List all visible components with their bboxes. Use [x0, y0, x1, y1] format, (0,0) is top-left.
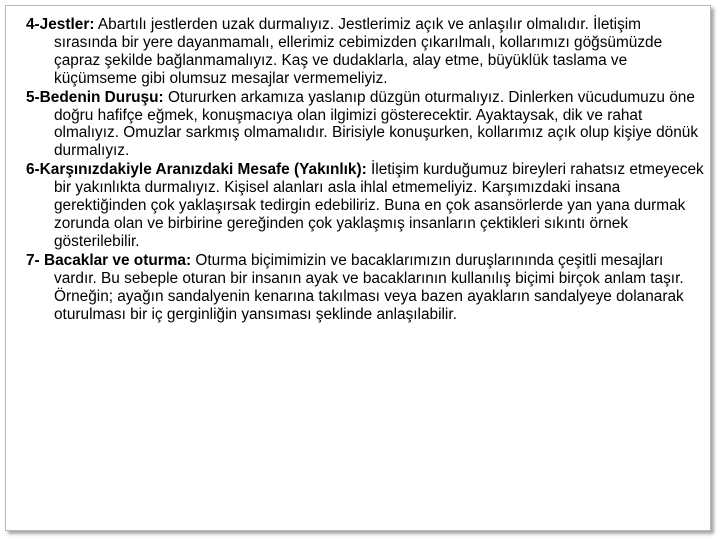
heading-bedenin-durusu: 5-Bedenin Duruşu:	[26, 88, 164, 106]
text-mesafe: İletişim kurduğumuz bireyleri rahatsız etmeyecek bir yakınlıkta durmalıyız. Kişisel alanları asla ihlal etmemeliyiz. Karşımızdaki insana gerektiğinden çok yaklaşırsak tedirgin edebiliriz. Buna en çok asansörlerde yan yana durmak zorunda olan ve birbirine gereğinden çok yaklaşmış insanların çektikleri sıkıntı örnek gösterilebilir.	[54, 161, 704, 250]
text-jestler: Abartılı jestlerden uzak durmalıyız. Jestlerimiz açık ve anlaşılır olmalıdır. İletişim sırasında bir yere dayanmamalı, ellerimiz cebimizden çıkarılmalı, kollarımızı göğsümüzde çapraz şekilde bağlanmamalıyız. Kaş ve dudaklarla, alay etme, büyüklük taslama ve küçümseme gibi olumsuz mesajlar vermemeliyiz.	[54, 16, 663, 87]
text-bacaklar: Oturma biçimimizin ve bacaklarımızın duruşlarınında çeşitli mesajları vardır. Bu sebeple oturan bir insanın ayak ve bacaklarının kullanılış biçimi birçok anlam taşır. Örneğin; ayağın sandalyenin kenarına takılması veya bazen ayakların sandalyeye dolanarak oturulması bir iç gerginliğin yansıması şeklinde anlaşılabilir.	[54, 251, 684, 323]
heading-jestler: 4-Jestler:	[26, 16, 95, 33]
slide-content	[26, 16, 708, 324]
heading-bacaklar: 7- Bacaklar ve oturma:	[26, 251, 192, 269]
paragraph-bacaklar	[26, 252, 708, 324]
paragraph-bedenin-durusu	[26, 89, 708, 161]
paragraph-mesafe	[26, 161, 708, 251]
heading-mesafe: 6-Karşınızdakiyle Aranızdaki Mesafe (Yakınlık):	[26, 161, 367, 179]
text-bedenin-durusu: Otururken arkamıza yaslanıp düzgün oturmalıyız. Dinlerken vücudumuzu öne doğru hafifçe eğmek, konuşmacıya olan ilgimizi gösterecektir. Ayaktaysak, dik ve rahat olmalıyız. Omuzlar sarkmış olmamalıdır. Birisiyle konuşurken, kollarımız açık olup kişiye dönük durmalıyız.	[54, 88, 699, 160]
paragraph-jestler	[26, 16, 708, 88]
slide-frame	[5, 5, 711, 531]
